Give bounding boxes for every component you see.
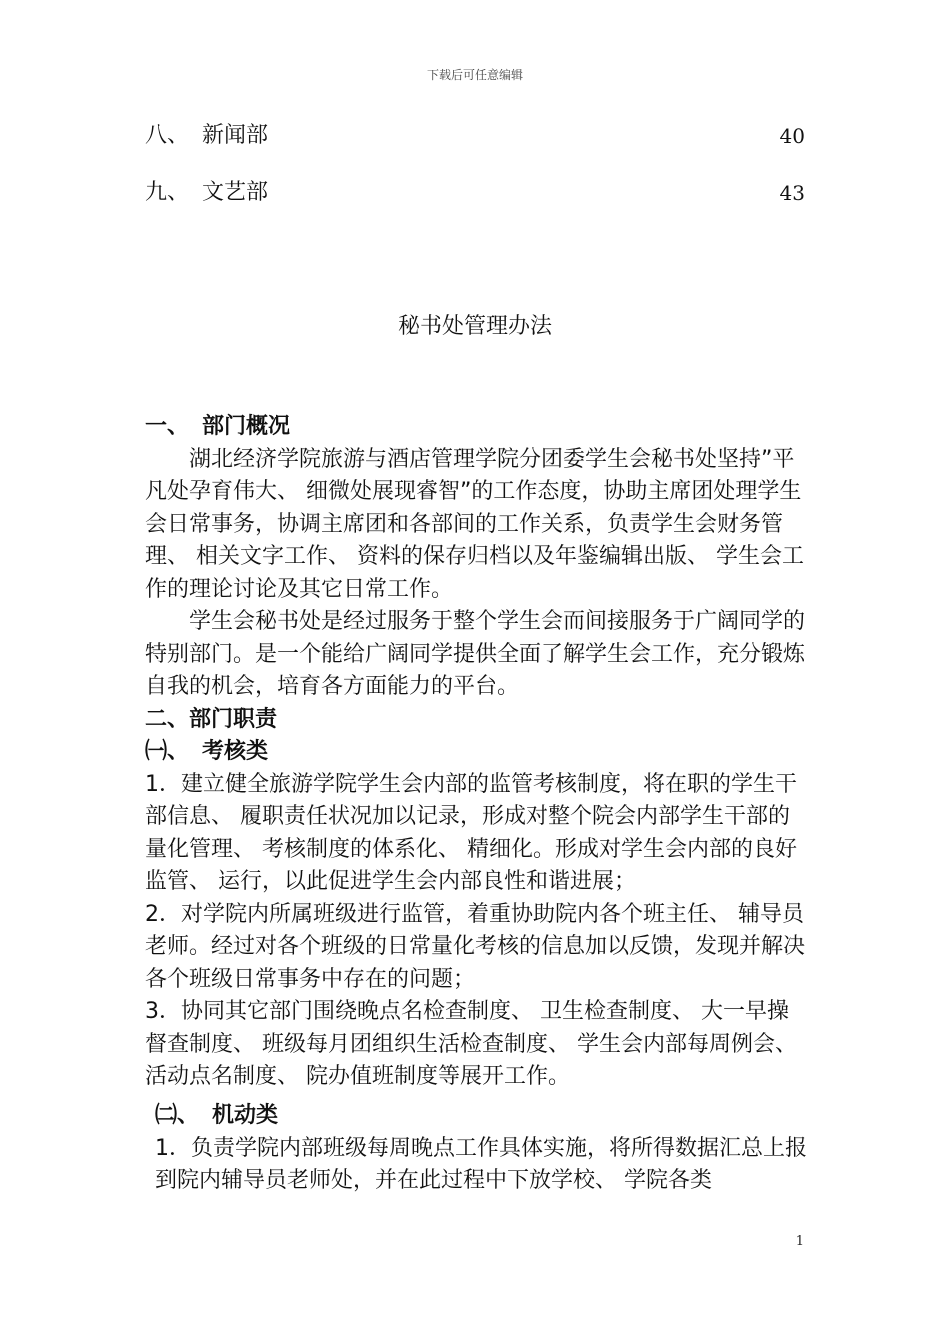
subsection-heading <box>145 736 807 769</box>
paragraph: 学生会秘书处是经过服务于整个学生会而间接服务于广阔同学的特别部门。是一个能给广阔同学提供全面了解学生会工作，充分锻炼自我的机会，培育各方面能力的平台。 <box>145 609 806 699</box>
continued-content <box>155 1100 807 1198</box>
subsection-number: ㈡、 <box>155 1103 200 1128</box>
subsection-title: 机动类 <box>212 1103 279 1128</box>
subsection-heading <box>155 1100 807 1133</box>
list-item: 3．协同其它部门围绕晚点名检查制度、 卫生检查制度、 大一早操督查制度、 班级每月团组织生活检查制度、 学生会内部每周例会、 活动点名制度、 院办值班制度等展开工作。 <box>145 999 797 1089</box>
section-heading <box>145 411 807 444</box>
list-item: 1．负责学院内部班级每周晚点工作具体实施，将所得数据汇总上报到院内辅导员老师处，并在此过程中下放学校、 学院各类 <box>155 1135 807 1193</box>
toc-page-number: 40 <box>779 124 805 148</box>
section-number: 一、 <box>145 414 190 439</box>
list-item: 2．对学院内所属班级进行监管，着重协助院内各个班主任、 辅导员老师。经过对各个班级的日常量化考核的信息加以反馈，发现并解决各个班级日常事务中存在的问题； <box>145 901 806 992</box>
toc-entry[interactable] <box>145 176 805 210</box>
page-number: 1 <box>795 1234 804 1249</box>
page-header: 下载后可任意编辑 <box>426 68 523 82</box>
toc-title: 文艺部 <box>202 180 269 205</box>
toc-entry[interactable] <box>145 119 805 153</box>
toc-number: 九、 <box>145 180 190 205</box>
list-item: 1．建立健全旅游学院学生会内部的监管考核制度，将在职的学生干部信息、 履职责任状况加以记录，形成对整个院会内部学生干部的量化管理、 考核制度的体系化、 精细化。形成对学生会内部的良好监管、 运行，以此促进学生会内部良性和谐进展； <box>145 771 797 894</box>
subsection-number: ㈠、 <box>145 739 190 764</box>
document-title: 秘书处管理办法 <box>397 314 552 339</box>
toc-number: 八、 <box>145 123 190 148</box>
paragraph: 湖北经济学院旅游与酒店管理学院分团委学生会秘书处坚持”平凡处孕育伟大、 细微处展现睿智”的工作态度，协助主席团处理学生会日常事务，协调主席团和各部间的工作关系，负责学生会财务管理、 相关文字工作、 资料的保存归档以及年鉴编辑出版、 学生会工作的理论讨论及其它日常工作。 <box>145 446 804 602</box>
toc-page-number: 43 <box>779 181 805 205</box>
section-title: 部门概况 <box>202 414 291 439</box>
section-heading: 二、部门职责 <box>145 706 278 732</box>
subsection-title: 考核类 <box>202 739 269 764</box>
toc-title: 新闻部 <box>202 123 269 148</box>
main-content <box>145 411 807 1094</box>
